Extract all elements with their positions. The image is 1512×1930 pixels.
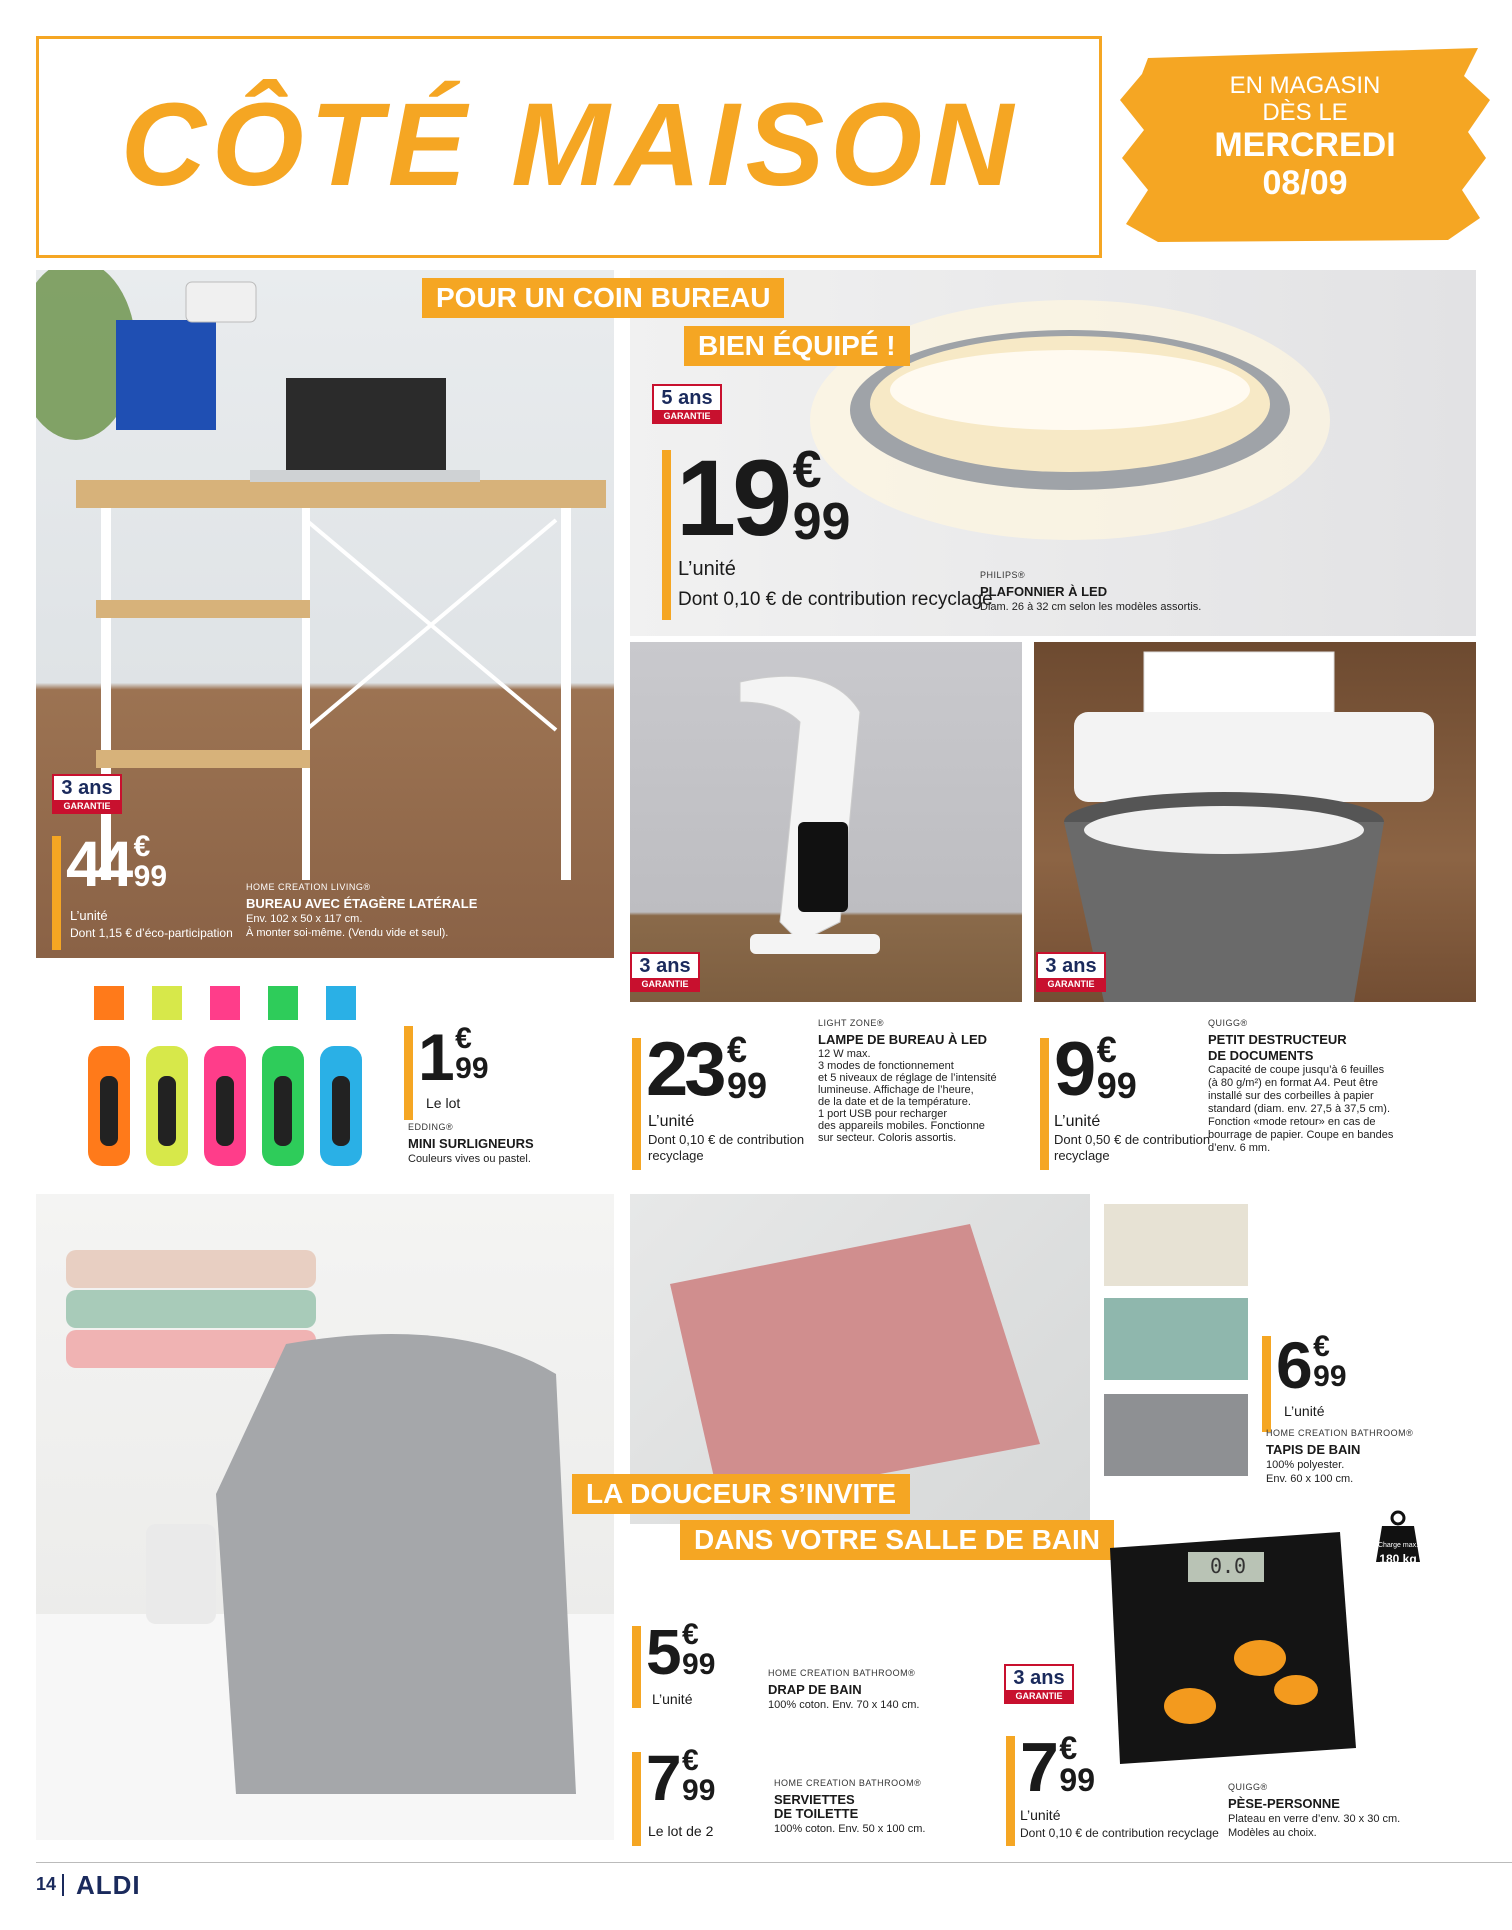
price-cents: 99: [682, 1774, 716, 1807]
price-euros: 23: [646, 1027, 723, 1112]
price-bar: [1040, 1038, 1049, 1170]
brand-pese: QUIGG®: [1228, 1782, 1268, 1792]
price-surligneurs: [418, 1020, 489, 1094]
price-drap: [646, 1616, 716, 1688]
desc-tapis-2: Env. 60 x 100 cm.: [1266, 1473, 1354, 1485]
unit-label-bureau: L’unité: [70, 908, 108, 923]
brand-tapis: HOME CREATION BATHROOM®: [1266, 1428, 1414, 1438]
price-euros: 19: [676, 437, 789, 558]
guarantee-years: 3 ans: [1013, 1667, 1065, 1689]
price-cents-group: [682, 1746, 715, 1806]
price-cents: 99: [727, 1065, 768, 1106]
price-bar: [632, 1752, 641, 1846]
guarantee-label: GARANTIE: [632, 978, 698, 990]
price-pese: [1020, 1728, 1095, 1806]
guarantee-label: GARANTIE: [54, 800, 120, 812]
towel-illustration: [36, 1194, 614, 1840]
price-destructeur: [1054, 1027, 1137, 1112]
aldi-logo: ALDI: [76, 1870, 141, 1900]
brand-bureau: HOME CREATION LIVING®: [246, 882, 371, 892]
price-lampe: [646, 1027, 768, 1112]
product-name-lampe: LAMPE DE BUREAU À LED: [818, 1032, 988, 1047]
desc-line: standard (diam. env. 27,5 à 37,5 cm).: [1208, 1103, 1390, 1115]
guarantee-years: 3 ans: [61, 777, 113, 799]
desc-line: d’env. 6 mm.: [1208, 1142, 1271, 1154]
desc-pese-1: Plateau en verre d’env. 30 x 30 cm.: [1228, 1813, 1401, 1825]
product-name-surligneurs: MINI SURLIGNEURS: [408, 1136, 534, 1151]
page-number: 14: [36, 1874, 57, 1894]
price-euros: 7: [646, 1742, 678, 1814]
product-name-tapis: TAPIS DE BAIN: [1266, 1442, 1361, 1457]
guarantee-label: GARANTIE: [1006, 1690, 1072, 1702]
price-serviettes: [646, 1742, 716, 1814]
guarantee-label: GARANTIE: [1038, 978, 1104, 990]
currency-symbol: €: [1096, 1029, 1117, 1070]
currency-symbol: €: [682, 1744, 699, 1777]
price-cents: 99: [133, 860, 168, 893]
brand-destructeur: QUIGG®: [1208, 1018, 1248, 1028]
price-bar: [662, 450, 671, 620]
product-name-drap: DRAP DE BAIN: [768, 1682, 862, 1697]
price-cents: 99: [1096, 1065, 1137, 1106]
highlighters-illustration: [84, 976, 384, 1172]
guarantee-years: 3 ans: [1045, 955, 1097, 977]
desc-line: Fonction «mode retour» en cas de: [1208, 1116, 1376, 1128]
contribution-destructeur-2: recyclage: [1054, 1148, 1110, 1163]
bathmat-swatch-green: [1104, 1298, 1248, 1380]
product-name-destructeur-1: PETIT DESTRUCTEUR: [1208, 1032, 1347, 1047]
brand-serviettes: HOME CREATION BATHROOM®: [774, 1778, 922, 1788]
unit-label-plafonnier: L’unité: [678, 558, 736, 580]
desc-line: sur secteur. Coloris assortis.: [818, 1132, 957, 1144]
splash-line2: DÈS LE: [1262, 99, 1348, 126]
guarantee-years: 3 ans: [639, 955, 691, 977]
price-tapis: [1276, 1328, 1347, 1402]
guarantee-badge-pese: [1004, 1664, 1074, 1704]
desc-line: (à 80 g/m²) en format A4. Peut être: [1208, 1077, 1378, 1089]
product-name-plafonnier: PLAFONNIER À LED: [980, 584, 1108, 599]
currency-symbol: €: [682, 1618, 699, 1651]
bathmat-swatch-beige: [1104, 1204, 1248, 1286]
currency-symbol: €: [727, 1029, 748, 1070]
price-bar: [632, 1038, 641, 1170]
price-cents: 99: [1059, 1762, 1095, 1798]
contribution-lampe-1: Dont 0,10 € de contribution: [648, 1132, 805, 1147]
desc-line: lumineuse. Affichage de l’heure,: [818, 1084, 974, 1096]
price-bar: [1262, 1336, 1271, 1432]
desc-plafonnier: Diam. 26 à 32 cm selon les modèles assortis.: [980, 601, 1202, 613]
desc-bureau-1: Env. 102 x 50 x 117 cm.: [246, 913, 363, 925]
product-name-bureau: BUREAU AVEC ÉTAGÈRE LATÉRALE: [246, 896, 478, 911]
headline-bath-2: DANS VOTRE SALLE DE BAIN: [680, 1520, 1114, 1560]
guarantee-label: GARANTIE: [654, 410, 720, 422]
desc-line: et 5 niveaux de réglage de l’intensité: [818, 1072, 997, 1084]
price-cents-group: [455, 1024, 488, 1084]
price-euros: 5: [646, 1616, 678, 1688]
price-cents-group: [792, 441, 851, 551]
price-euros: 1: [418, 1020, 451, 1094]
towel-photo: [36, 1194, 614, 1840]
desc-serviettes: 100% coton. Env. 50 x 100 cm.: [774, 1823, 926, 1835]
max-weight-label: Charge max.: [1377, 1542, 1419, 1549]
desc-lampe: [818, 1048, 1018, 1144]
headline-office-2: BIEN ÉQUIPÉ !: [684, 326, 910, 366]
price-bar: [404, 1026, 413, 1120]
brand-plafonnier: PHILIPS®: [980, 570, 1026, 580]
brand-surligneurs: EDDING®: [408, 1122, 454, 1132]
currency-symbol: €: [455, 1022, 472, 1055]
headline-office-1: POUR UN COIN BUREAU: [422, 278, 784, 318]
unit-label-drap: L’unité: [652, 1691, 693, 1707]
desc-line: installé sur des corbeilles à papier: [1208, 1090, 1374, 1102]
contribution-destructeur-1: Dont 0,50 € de contribution: [1054, 1132, 1211, 1147]
price-euros: 7: [1020, 1728, 1055, 1806]
headline-bath-1: LA DOUCEUR S’INVITE: [572, 1474, 910, 1514]
price-bar: [1006, 1736, 1015, 1846]
brand-drap: HOME CREATION BATHROOM®: [768, 1668, 916, 1678]
price-bar: [52, 836, 61, 950]
price-cents-group: [682, 1620, 715, 1680]
price-plafonnier: [676, 437, 851, 558]
guarantee-badge-lampe: [630, 952, 700, 992]
price-cents-group: [1096, 1029, 1137, 1106]
desc-line: bourrage de papier. Coupe en bandes: [1208, 1129, 1394, 1141]
currency-symbol: €: [133, 830, 151, 863]
bathmat-swatch-grey: [1104, 1394, 1248, 1476]
desc-line: 1 port USB pour recharger: [818, 1108, 948, 1120]
guarantee-badge-destructeur: [1036, 952, 1106, 992]
desc-drap: 100% coton. Env. 70 x 140 cm.: [768, 1699, 920, 1711]
product-name-pese: PÈSE-PERSONNE: [1228, 1796, 1340, 1811]
contribution-plafonnier: Dont 0,10 € de contribution recyclage: [678, 589, 993, 610]
guarantee-years: 5 ans: [661, 387, 713, 409]
price-euros: 6: [1276, 1328, 1309, 1402]
price-cents-group: [1059, 1732, 1095, 1796]
unit-label-destructeur: L’unité: [1054, 1113, 1101, 1130]
desk-lamp-illustration: [630, 642, 1022, 1002]
desc-tapis-1: 100% polyester.: [1266, 1459, 1345, 1471]
desc-bureau-2: À monter soi-même. (Vendu vide et seul).: [246, 927, 449, 939]
product-name-destructeur-2: DE DOCUMENTS: [1208, 1048, 1314, 1063]
price-cents: 99: [792, 493, 851, 551]
splash-line1: EN MAGASIN: [1229, 72, 1381, 99]
contribution-pese: Dont 0,10 € de contribution recyclage: [1020, 1826, 1219, 1840]
product-name-serviettes-1: SERVIETTES: [774, 1792, 855, 1807]
desc-line: de la date et de la température.: [818, 1096, 971, 1108]
contribution-bureau: Dont 1,15 € d’éco-participation: [70, 926, 233, 940]
desc-line: 3 modes de fonctionnement: [818, 1060, 954, 1072]
unit-label-surligneurs: Le lot: [426, 1095, 461, 1111]
currency-symbol: €: [1313, 1330, 1330, 1363]
date-splash-text: [1130, 72, 1480, 202]
desc-line: des appareils mobiles. Fonctionne: [818, 1120, 985, 1132]
desc-line: 12 W max.: [818, 1048, 871, 1060]
footer-separator: [62, 1874, 64, 1896]
price-cents: 99: [455, 1052, 489, 1085]
footer-divider: [36, 1862, 1512, 1863]
price-euros: 9: [1054, 1027, 1093, 1112]
brand-lampe: LIGHT ZONE®: [818, 1018, 884, 1028]
contribution-lampe-2: recyclage: [648, 1148, 704, 1163]
scale-display: 0.0: [1209, 1554, 1247, 1578]
unit-label-lampe: L’unité: [648, 1113, 695, 1130]
page-title: CÔTÉ MAISON: [120, 79, 1020, 211]
price-cents-group: [727, 1029, 768, 1106]
desc-destructeur: [1208, 1064, 1428, 1155]
desc-line: Capacité de coupe jusqu’à 6 feuilles: [1208, 1064, 1385, 1076]
guarantee-badge-plafonnier: [652, 384, 722, 424]
unit-label-pese: L’unité: [1020, 1807, 1061, 1823]
currency-symbol: €: [792, 441, 822, 499]
price-cents: 99: [1313, 1360, 1347, 1393]
splash-date: 08/09: [1262, 164, 1348, 202]
desc-pese-2: Modèles au choix.: [1228, 1827, 1317, 1839]
price-euros: 44: [66, 828, 130, 900]
desc-surligneurs: Couleurs vives ou pastel.: [408, 1153, 531, 1165]
price-cents-group: [134, 832, 167, 892]
max-weight-value: 180 kg: [1379, 1552, 1417, 1566]
splash-day: MERCREDI: [1214, 126, 1396, 164]
product-name-serviettes-2: DE TOILETTE: [774, 1806, 859, 1821]
shredder-illustration: [1034, 642, 1476, 1002]
price-bureau: [66, 828, 168, 900]
price-cents: 99: [682, 1648, 716, 1681]
shredder-photo: [1034, 642, 1476, 1002]
currency-symbol: €: [1059, 1730, 1078, 1766]
unit-label-tapis: L’unité: [1284, 1403, 1325, 1419]
price-bar: [632, 1626, 641, 1708]
price-cents-group: [1313, 1332, 1346, 1392]
guarantee-badge-bureau: [52, 774, 122, 814]
desk-lamp-photo: [630, 642, 1022, 1002]
unit-label-serviettes: Le lot de 2: [648, 1823, 714, 1839]
